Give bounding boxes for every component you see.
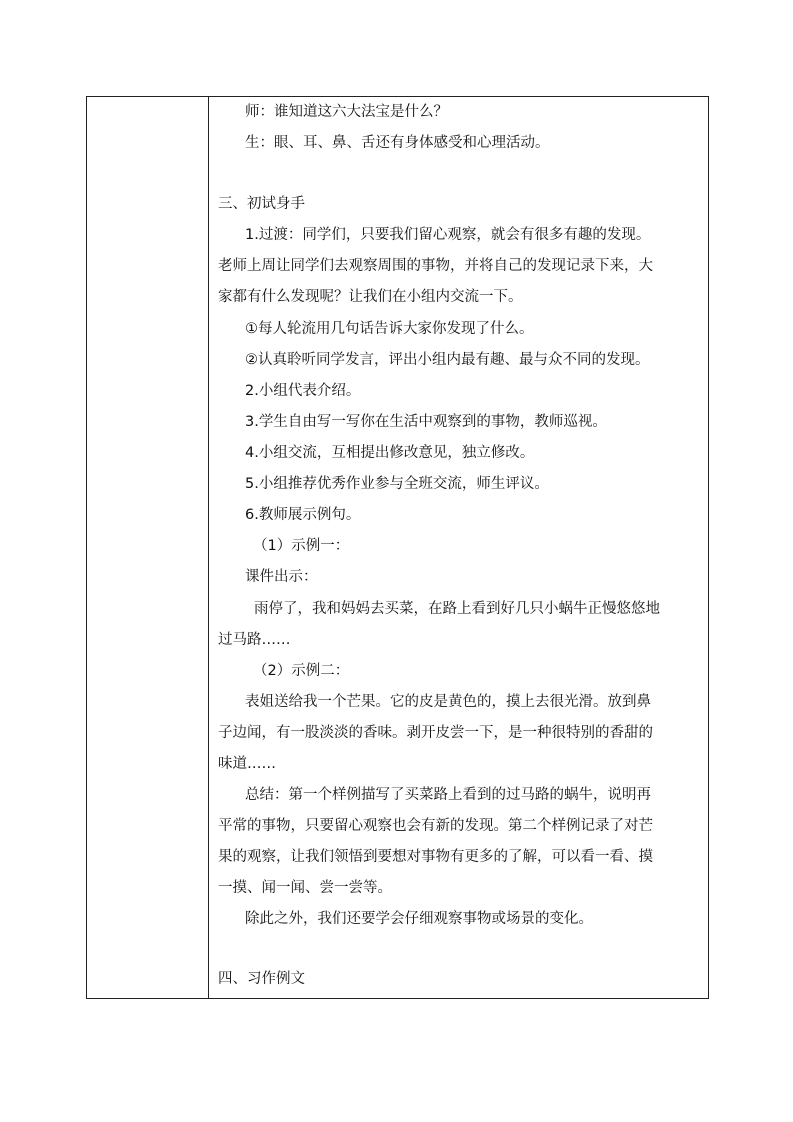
example-text-line: 过马路…… [218,632,291,648]
lesson-table [86,96,709,999]
list-item: 2.小组代表介绍。 [245,383,361,399]
summary-line: 一摸、闻一闻、尝一尝等。 [218,880,392,896]
example-text-line: 雨停了，我和妈妈去买菜，在路上看到好几只小蜗牛正慢悠悠地 [254,601,660,617]
list-item: ②认真聆听同学发言，评出小组内最有趣、最与众不同的发现。 [245,352,650,368]
list-item: 4.小组交流，互相提出修改意见，独立修改。 [245,445,535,461]
example-heading: （2）示例二： [253,663,350,679]
summary-line: 平常的事物，只要留心观察也会有新的发现。第二个样例记录了对芒 [218,818,653,834]
summary-line: 果的观察，让我们领悟到要想对事物有更多的了解，可以看一看、摸 [218,849,653,865]
paragraph-line: 1.过渡：同学们，只要我们留心观察，就会有很多有趣的发现。 [245,227,651,243]
lesson-content-cell [209,97,708,998]
example-text-line: 味道…… [218,756,276,772]
courseware-label: 课件出示： [245,569,318,585]
left-empty-cell [87,97,209,998]
summary-line: 总结：第一个样例描写了买菜路上看到的过马路的蜗牛，说明再 [245,787,651,803]
student-answer: 生：眼、耳、鼻、舌还有身体感受和心理活动。 [245,135,550,151]
paragraph-line: 家都有什么发现呢？让我们在小组内交流一下。 [218,289,523,305]
example-heading: （1）示例一： [253,538,350,554]
example-text-line: 表姐送给我一个芒果。它的皮是黄色的，摸上去很光滑。放到鼻 [245,694,651,710]
paragraph-line: 除此之外，我们还要学会仔细观察事物或场景的变化。 [245,911,593,927]
list-item: ①每人轮流用几句话告诉大家你发现了什么。 [245,321,534,337]
section-heading-3: 三、初试身手 [218,196,305,212]
section-heading-4: 四、习作例文 [218,971,305,987]
list-item: 6.教师展示例句。 [245,507,361,523]
list-item: 3.学生自由写一写你在生活中观察到的事物，教师巡视。 [245,414,607,430]
list-item: 5.小组推荐优秀作业参与全班交流，师生评议。 [245,476,549,492]
paragraph-line: 老师上周让同学们去观察周围的事物，并将自己的发现记录下来，大 [218,258,653,274]
example-text-line: 子边闻，有一股淡淡的香味。剥开皮尝一下，是一种很特别的香甜的 [218,725,653,741]
teacher-question: 师：谁知道这六大法宝是什么？ [245,104,448,120]
